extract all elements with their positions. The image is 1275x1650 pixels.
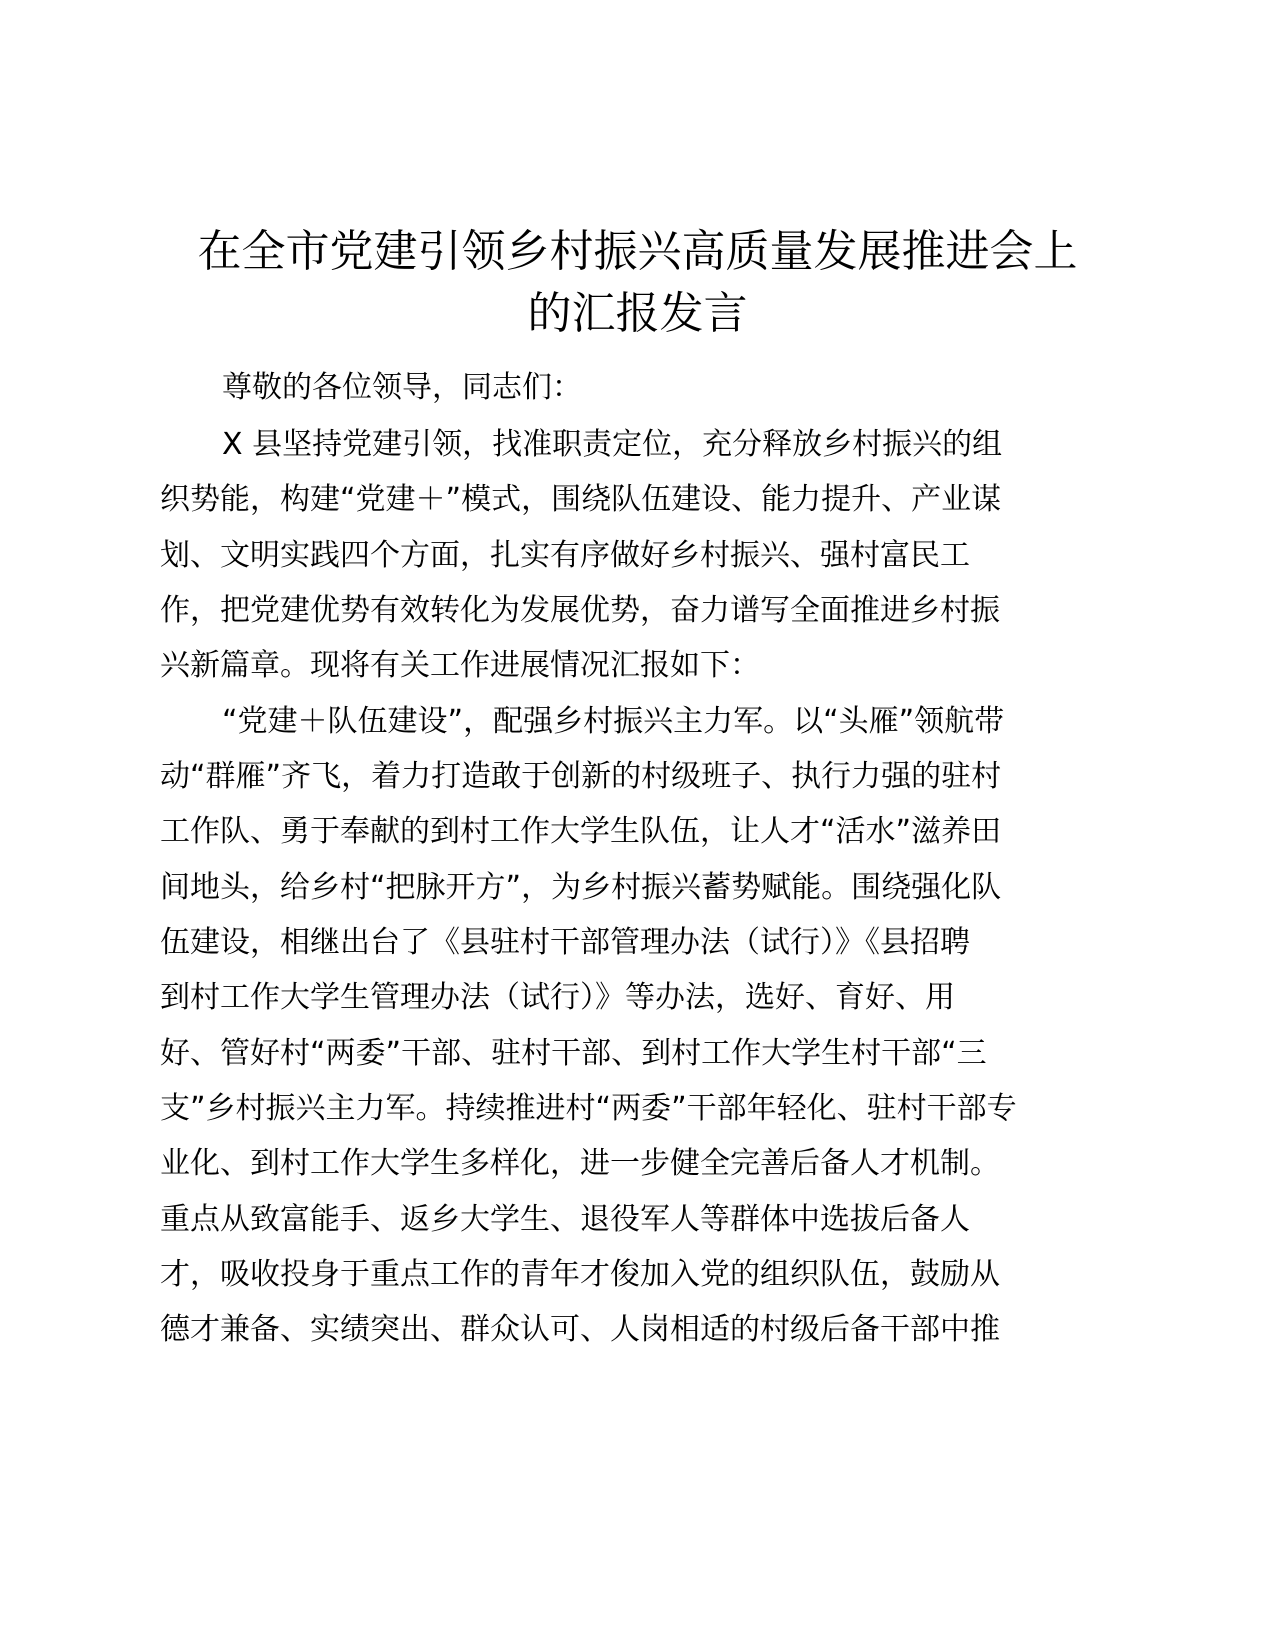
body-line: 业化、到村工作大学生多样化，进一步健全完善后备人才机制。 [160,1146,1000,1181]
body-line: 伍建设，相继出台了《县驻村干部管理办法（试行）》《县招聘 [160,925,970,960]
body-line: 好、管好村“两委”干部、驻村干部、到村工作大学生村干部“三 [160,1036,987,1071]
document-title-line-2: 的汇报发言 [527,288,748,339]
body-line: 间地头，给乡村“把脉开方”，为乡村振兴蓄势赋能。围绕强化队 [160,870,1002,905]
body-line: 才，吸收投身于重点工作的青年才俊加入党的组织队伍，鼓励从 [160,1257,1000,1292]
body-line: 作，把党建优势有效转化为发展优势，奋力谱写全面推进乡村振 [160,593,1000,628]
body-line: X 县坚持党建引领，找准职责定位，充分释放乡村振兴的组 [222,427,1003,462]
body-line: 动“群雁”齐飞，着力打造敢于创新的村级班子、执行力强的驻村 [160,759,1002,794]
body-line: 德才兼备、实绩突出、群众认可、人岗相适的村级后备干部中推 [160,1312,1000,1347]
body-line: 织势能，构建“党建＋”模式，围绕队伍建设、能力提升、产业谋 [160,482,1002,517]
body-line: 到村工作大学生管理办法（试行）》等办法，选好、育好、用 [160,980,955,1015]
salutation: 尊敬的各位领导，同志们： [222,370,582,405]
body-line: 重点从致富能手、返乡大学生、退役军人等群体中选拔后备人 [160,1202,970,1237]
document-title-line-1: 在全市党建引领乡村振兴高质量发展推进会上 [197,226,1078,277]
body-line: 兴新篇章。现将有关工作进展情况汇报如下： [160,648,760,683]
body-line: “党建＋队伍建设”，配强乡村振兴主力军。以“头雁”领航带 [222,704,1005,739]
body-line: 工作队、勇于奉献的到村工作大学生队伍，让人才“活水”滋养田 [160,814,1002,849]
body-line: 划、文明实践四个方面，扎实有序做好乡村振兴、强村富民工 [160,538,970,573]
body-line: 支”乡村振兴主力军。持续推进村“两委”干部年轻化、驻村干部专 [160,1091,1017,1126]
